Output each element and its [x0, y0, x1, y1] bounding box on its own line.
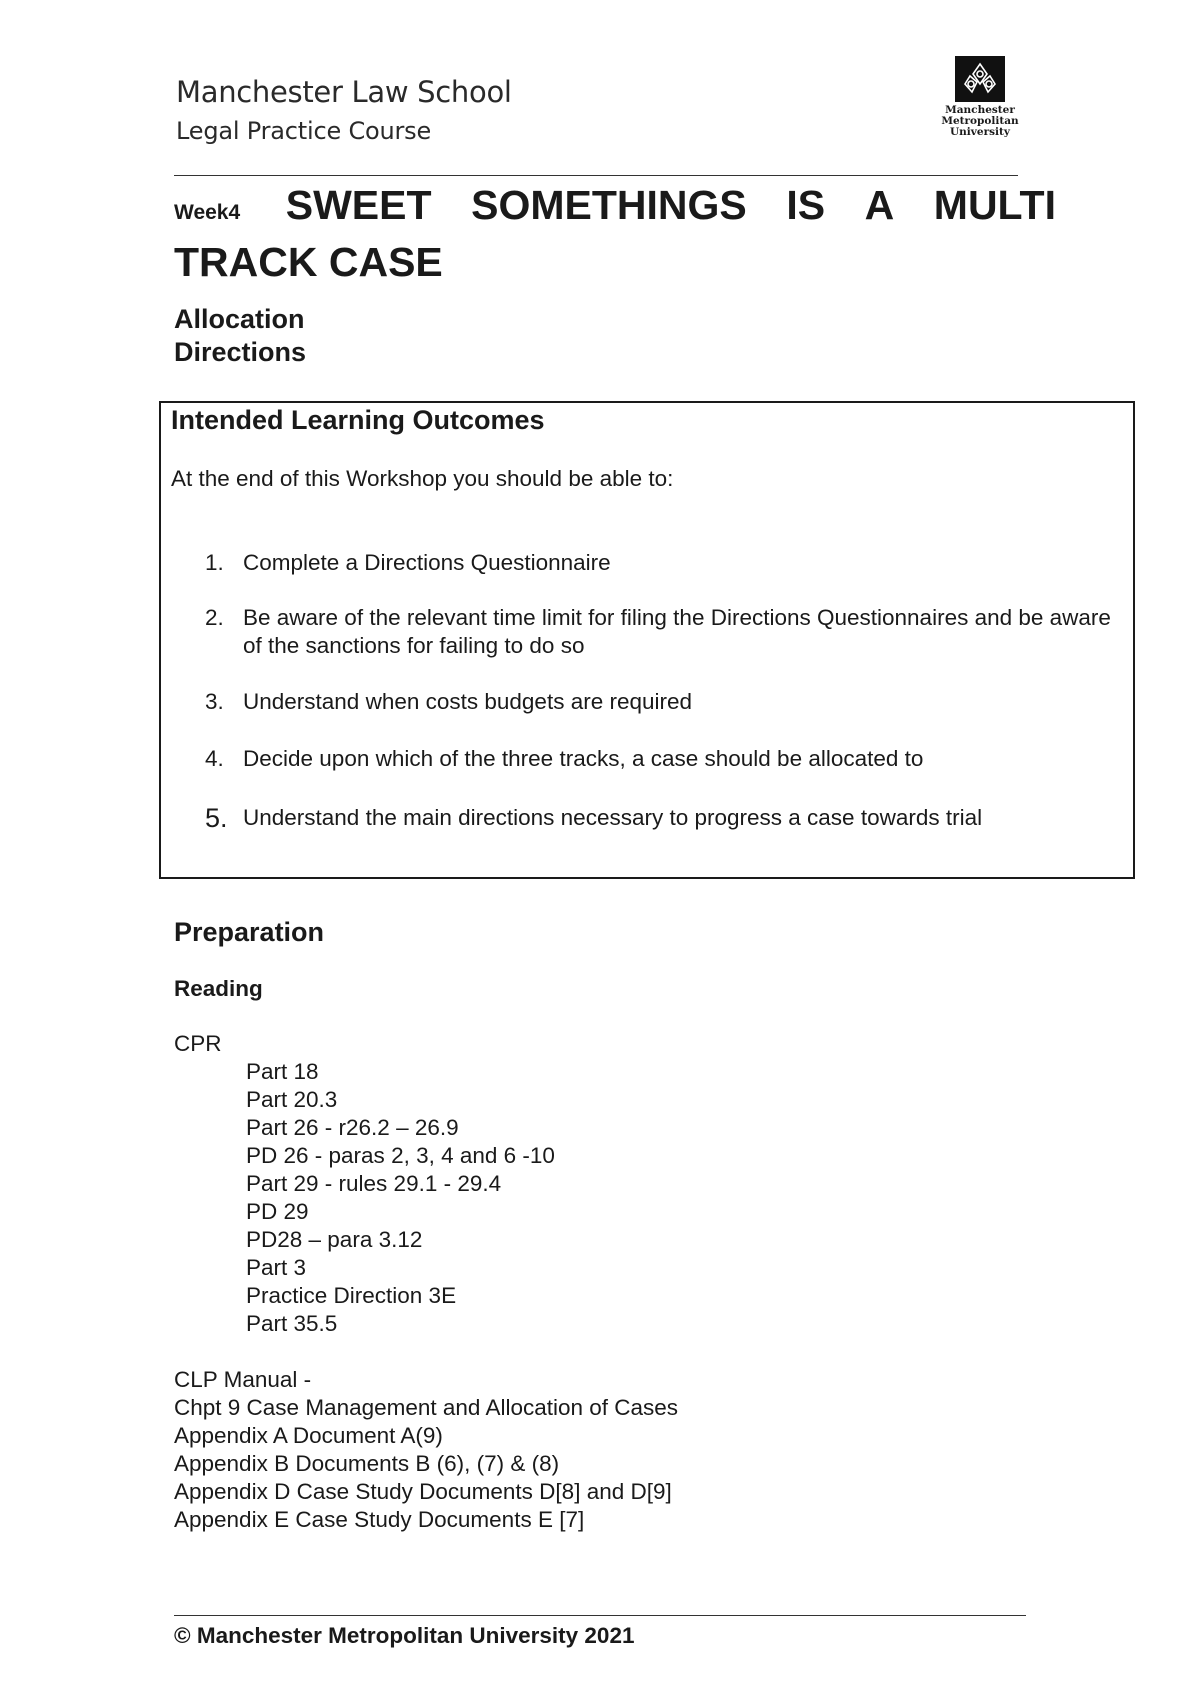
list-item: PD28 – para 3.12 — [246, 1227, 423, 1252]
list-text: Decide upon which of the three tracks, a case should be allocated to — [243, 746, 924, 771]
outcomes-intro: At the end of this Workshop you should be able to: — [171, 466, 674, 491]
title-word: SOMETHINGS — [471, 182, 747, 228]
week-label: Week4 — [174, 201, 241, 224]
list-item: Appendix B Documents B (6), (7) & (8) — [174, 1451, 560, 1476]
logo-wordmark — [940, 105, 1020, 138]
list-item: CLP Manual - — [174, 1367, 312, 1392]
list-item: Practice Direction 3E — [246, 1283, 457, 1308]
cpr-reading-list — [246, 1058, 555, 1338]
title-word: IS — [786, 182, 826, 228]
logo-line: Metropolitan — [941, 115, 1019, 127]
title-line-2: TRACK CASE — [174, 239, 443, 285]
subtitles — [174, 303, 306, 369]
title-line-1 — [174, 180, 1056, 238]
learning-outcomes-box — [159, 401, 1135, 879]
list-number: 3. — [205, 689, 224, 714]
subtitle-allocation: Allocation — [174, 304, 305, 334]
org-name: Manchester Law School — [176, 75, 512, 109]
list-item: Part 29 - rules 29.1 - 29.4 — [246, 1171, 502, 1196]
header-organisation — [176, 74, 512, 148]
subtitle-directions: Directions — [174, 337, 307, 367]
list-item — [205, 745, 1125, 773]
reading-heading: Reading — [174, 976, 263, 1001]
title-first-word — [174, 180, 432, 238]
page-title — [174, 180, 1056, 286]
list-number: 5. — [205, 803, 228, 833]
list-item: Chpt 9 Case Management and Allocation of Cases — [174, 1395, 679, 1420]
logo-line: Manchester — [945, 104, 1015, 116]
list-item: Part 20.3 — [246, 1087, 338, 1112]
list-item: Appendix D Case Study Documents D[8] and D[9] — [174, 1479, 672, 1504]
list-text: Understand when costs budgets are required — [243, 689, 693, 714]
footer-copyright: © Manchester Metropolitan University 2021 — [174, 1623, 635, 1648]
list-item: Part 3 — [246, 1255, 307, 1280]
list-item — [205, 604, 1125, 660]
header-divider — [174, 175, 1018, 176]
list-item — [205, 549, 1125, 577]
list-item: PD 26 - paras 2, 3, 4 and 6 -10 — [246, 1143, 555, 1168]
cpr-label: CPR — [174, 1031, 222, 1056]
logo-line: University — [950, 126, 1010, 138]
list-item: Part 26 - r26.2 – 26.9 — [246, 1115, 459, 1140]
list-item: Part 18 — [246, 1059, 319, 1084]
list-number: 4. — [205, 746, 224, 771]
title-word: SWEET — [285, 182, 432, 228]
university-logo — [940, 56, 1020, 138]
list-item: Part 35.5 — [246, 1311, 338, 1336]
list-number: 1. — [205, 550, 224, 575]
list-item: Appendix E Case Study Documents E [7] — [174, 1507, 585, 1532]
title-word: MULTI — [933, 182, 1056, 228]
mmu-crest-icon — [955, 56, 1005, 102]
course-name: Legal Practice Course — [176, 117, 432, 145]
list-item: Appendix A Document A(9) — [174, 1423, 443, 1448]
list-text: Understand the main directions necessary to progress a case towards trial — [243, 805, 983, 830]
footer-divider — [174, 1615, 1026, 1616]
list-text: Be aware of the relevant time limit for filing the Directions Questionnaires and be aware of the sanctions for failing to do so — [243, 605, 1111, 658]
list-item: PD 29 — [246, 1199, 309, 1224]
list-number: 2. — [205, 605, 224, 630]
clp-reading-list — [174, 1366, 678, 1534]
list-item — [205, 688, 1125, 716]
outcomes-heading: Intended Learning Outcomes — [171, 405, 545, 435]
list-text: Complete a Directions Questionnaire — [243, 550, 611, 575]
list-item — [205, 804, 1125, 832]
title-word: A — [864, 182, 895, 228]
preparation-heading: Preparation — [174, 917, 325, 947]
